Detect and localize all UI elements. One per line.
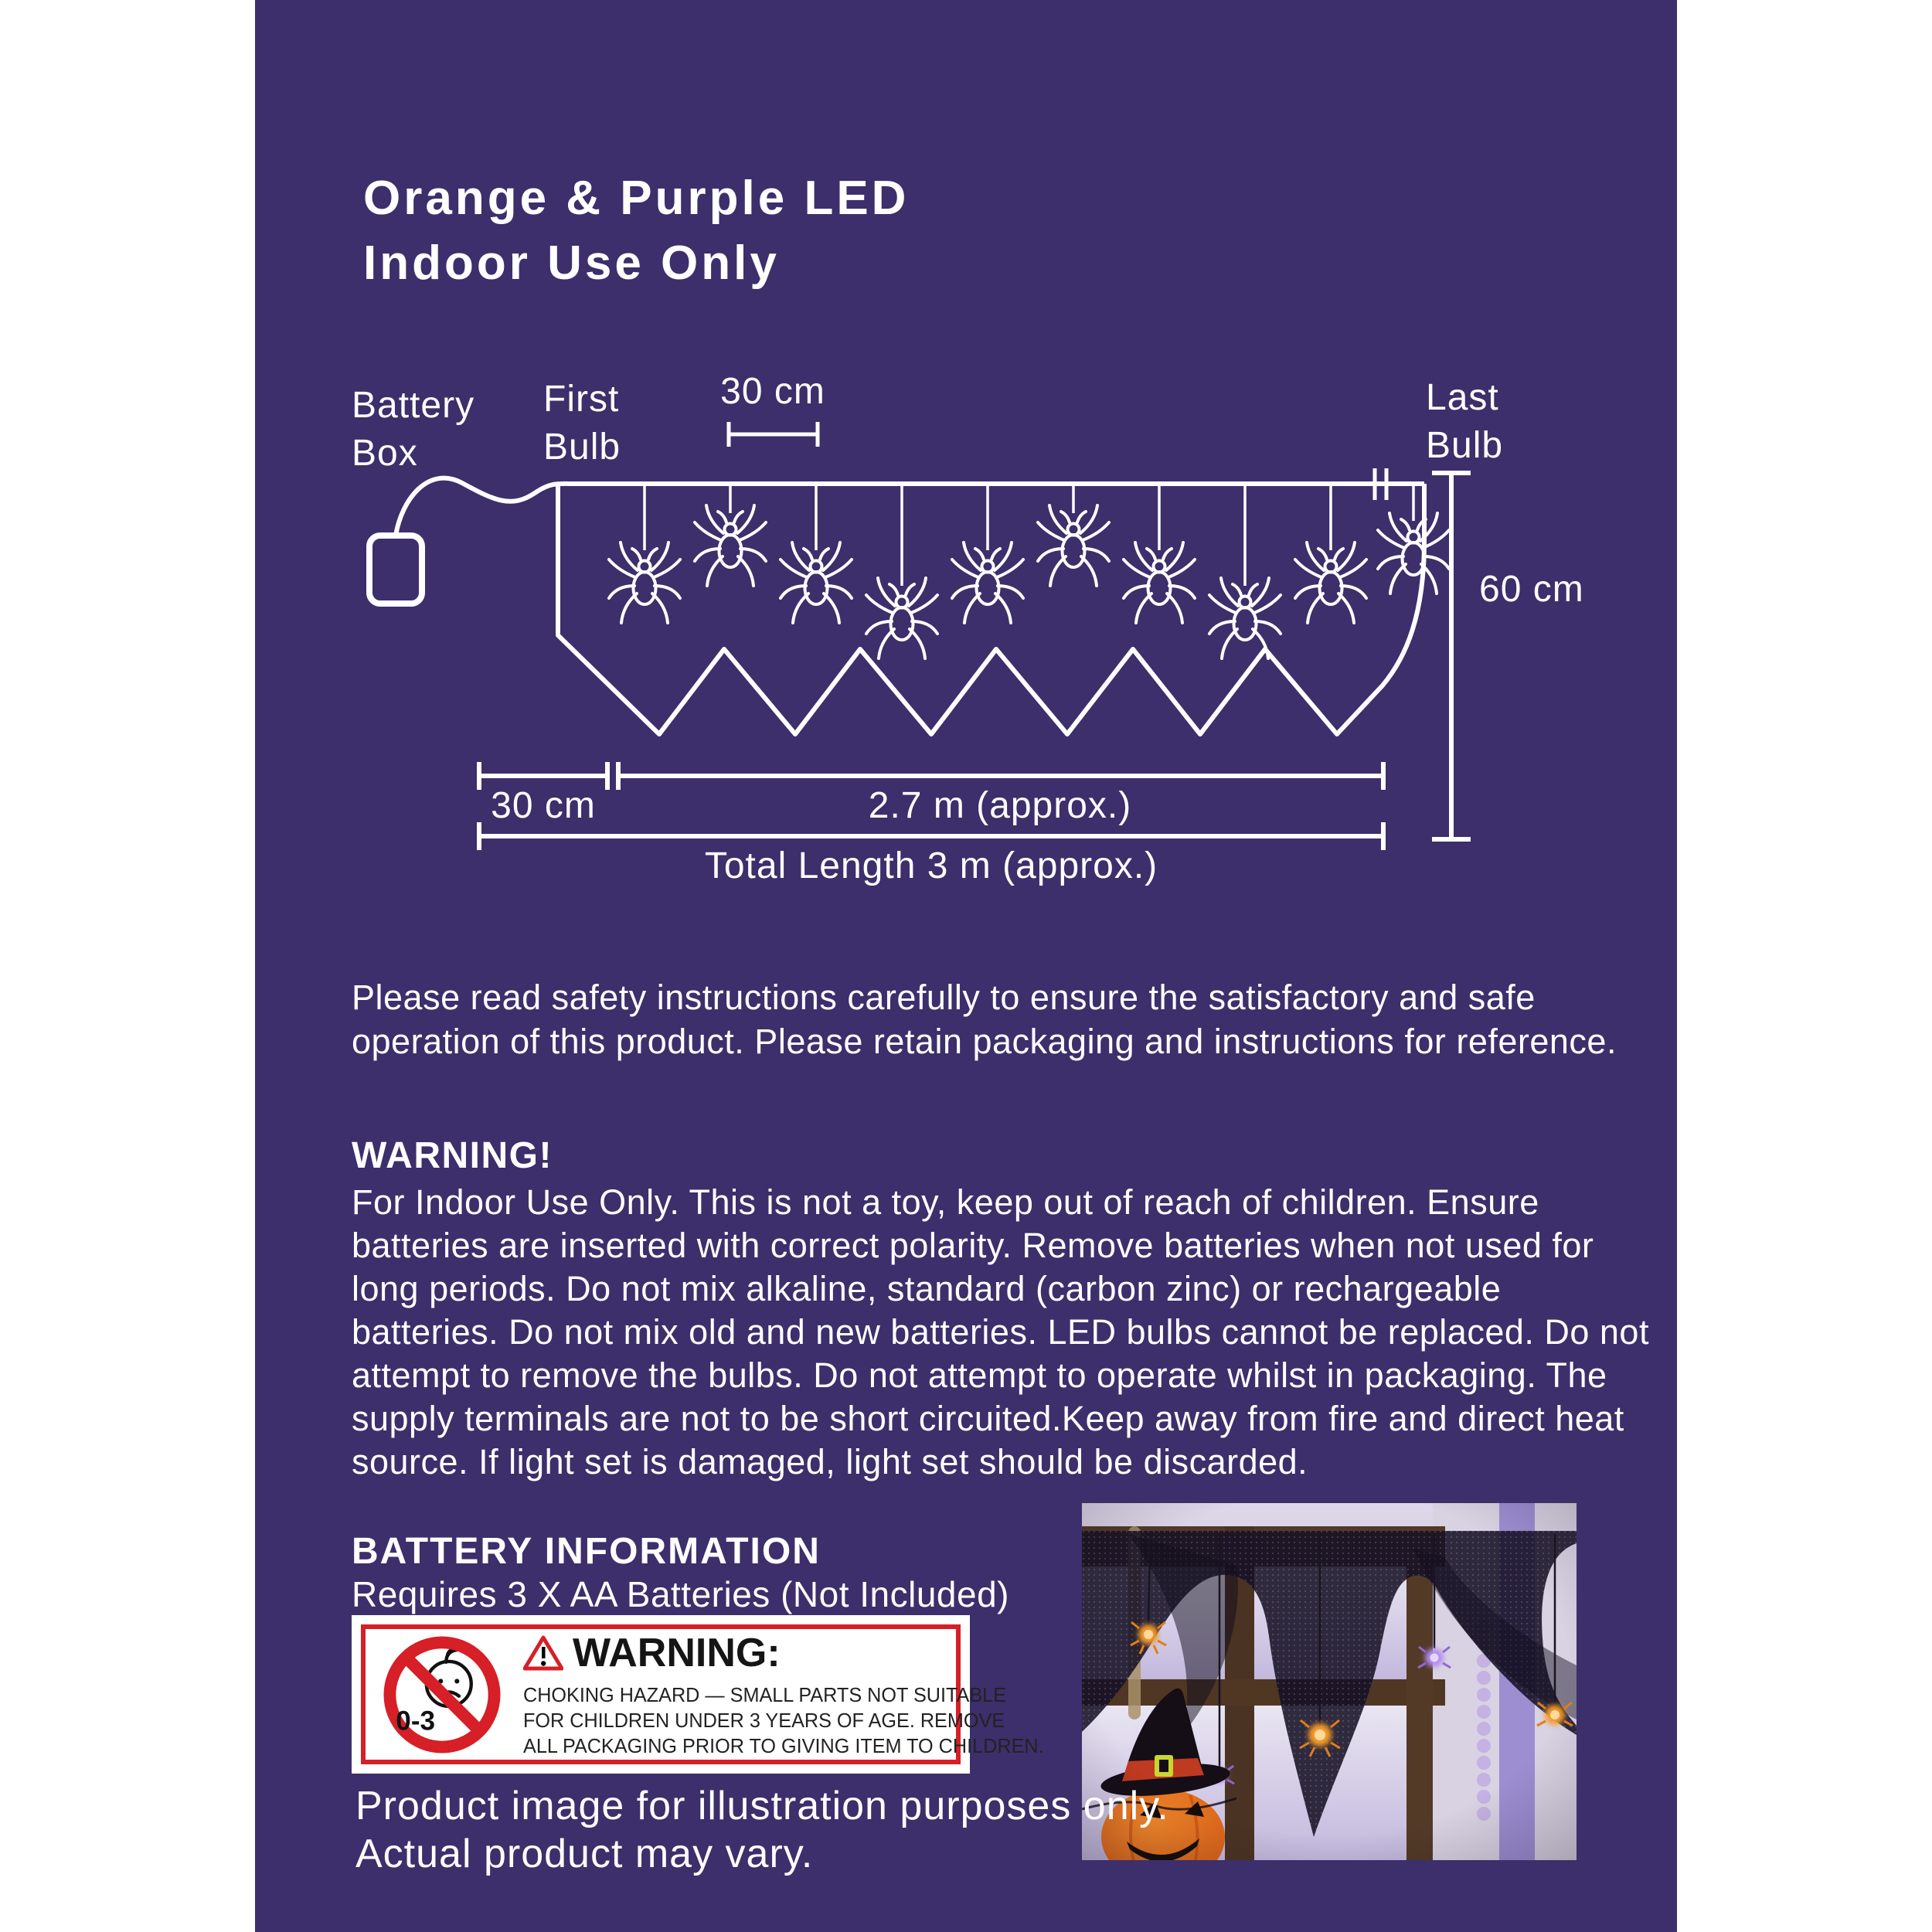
product-note [355, 1782, 1169, 1878]
product-note-line-1: Product image for illustration purposes only. [355, 1784, 1169, 1828]
title-line-2: Indoor Use Only [363, 236, 780, 290]
battery-box-label-1: Battery [352, 385, 475, 426]
safety-intro-paragraph: Please read safety instructions carefully to ensure the satisfactory and safe operation of this product. Please retain packaging and instructions for reference. [352, 978, 1617, 1061]
product-note-line-2: Actual product may vary. [355, 1832, 814, 1876]
title-line-1: Orange & Purple LED [363, 172, 910, 225]
total-length-label: Total Length 3 m (approx.) [704, 845, 1158, 886]
battery-information-heading: BATTERY INFORMATION [352, 1531, 821, 1572]
battery-requirement: Requires 3 X AA Batteries (Not Included) [352, 1574, 1009, 1614]
last-bulb-label-2: Bulb [1426, 425, 1504, 466]
choking-hazard-border [361, 1624, 1044, 1764]
first-bulb-label-2: Bulb [543, 427, 621, 468]
no-children-0-3-icon [381, 1634, 503, 1756]
choking-hazard-label [352, 1615, 1044, 1774]
warning-heading: WARNING! [352, 1135, 553, 1176]
warning-paragraph: For Indoor Use Only. This is not a toy, keep out of reach of children. Ensure batteries are inserted with correct polarity. Remove batteries when not used for long periods. Do not mix alkaline, standard (carbon zinc) or rechargeable batteries. Do not mix old and new batteries. LED bulbs cannot be replaced. Do not attempt to remove the bulbs. Do not attempt to operate whilst in packaging. The supply terminals are not to be short circuited.Keep away from fire and direct heat source. If light set is damaged, light set should be discarded. [352, 1182, 1649, 1481]
lead-length-label: 30 cm [491, 785, 596, 826]
page-title [363, 166, 909, 296]
lit-length-label: 2.7 m (approx.) [868, 785, 1132, 826]
warning-triangle-icon [523, 1635, 563, 1671]
drop-height-label: 60 cm [1479, 569, 1584, 610]
bulb-spacing-label: 30 cm [720, 371, 825, 412]
choking-line-1: CHOKING HAZARD — SMALL PARTS NOT SUITABLE [523, 1683, 1007, 1706]
choking-line-3: ALL PACKAGING PRIOR TO GIVING ITEM TO CHILDREN. [523, 1734, 1044, 1757]
battery-box-label-2: Box [352, 433, 418, 474]
last-bulb-label-1: Last [1426, 377, 1499, 418]
age-range-label: 0-3 [396, 1706, 436, 1736]
choking-line-2: FOR CHILDREN UNDER 3 YEARS OF AGE. REMOVE [523, 1709, 1005, 1732]
first-bulb-label-1: First [543, 379, 620, 420]
choking-warning-heading: WARNING: [573, 1631, 781, 1675]
